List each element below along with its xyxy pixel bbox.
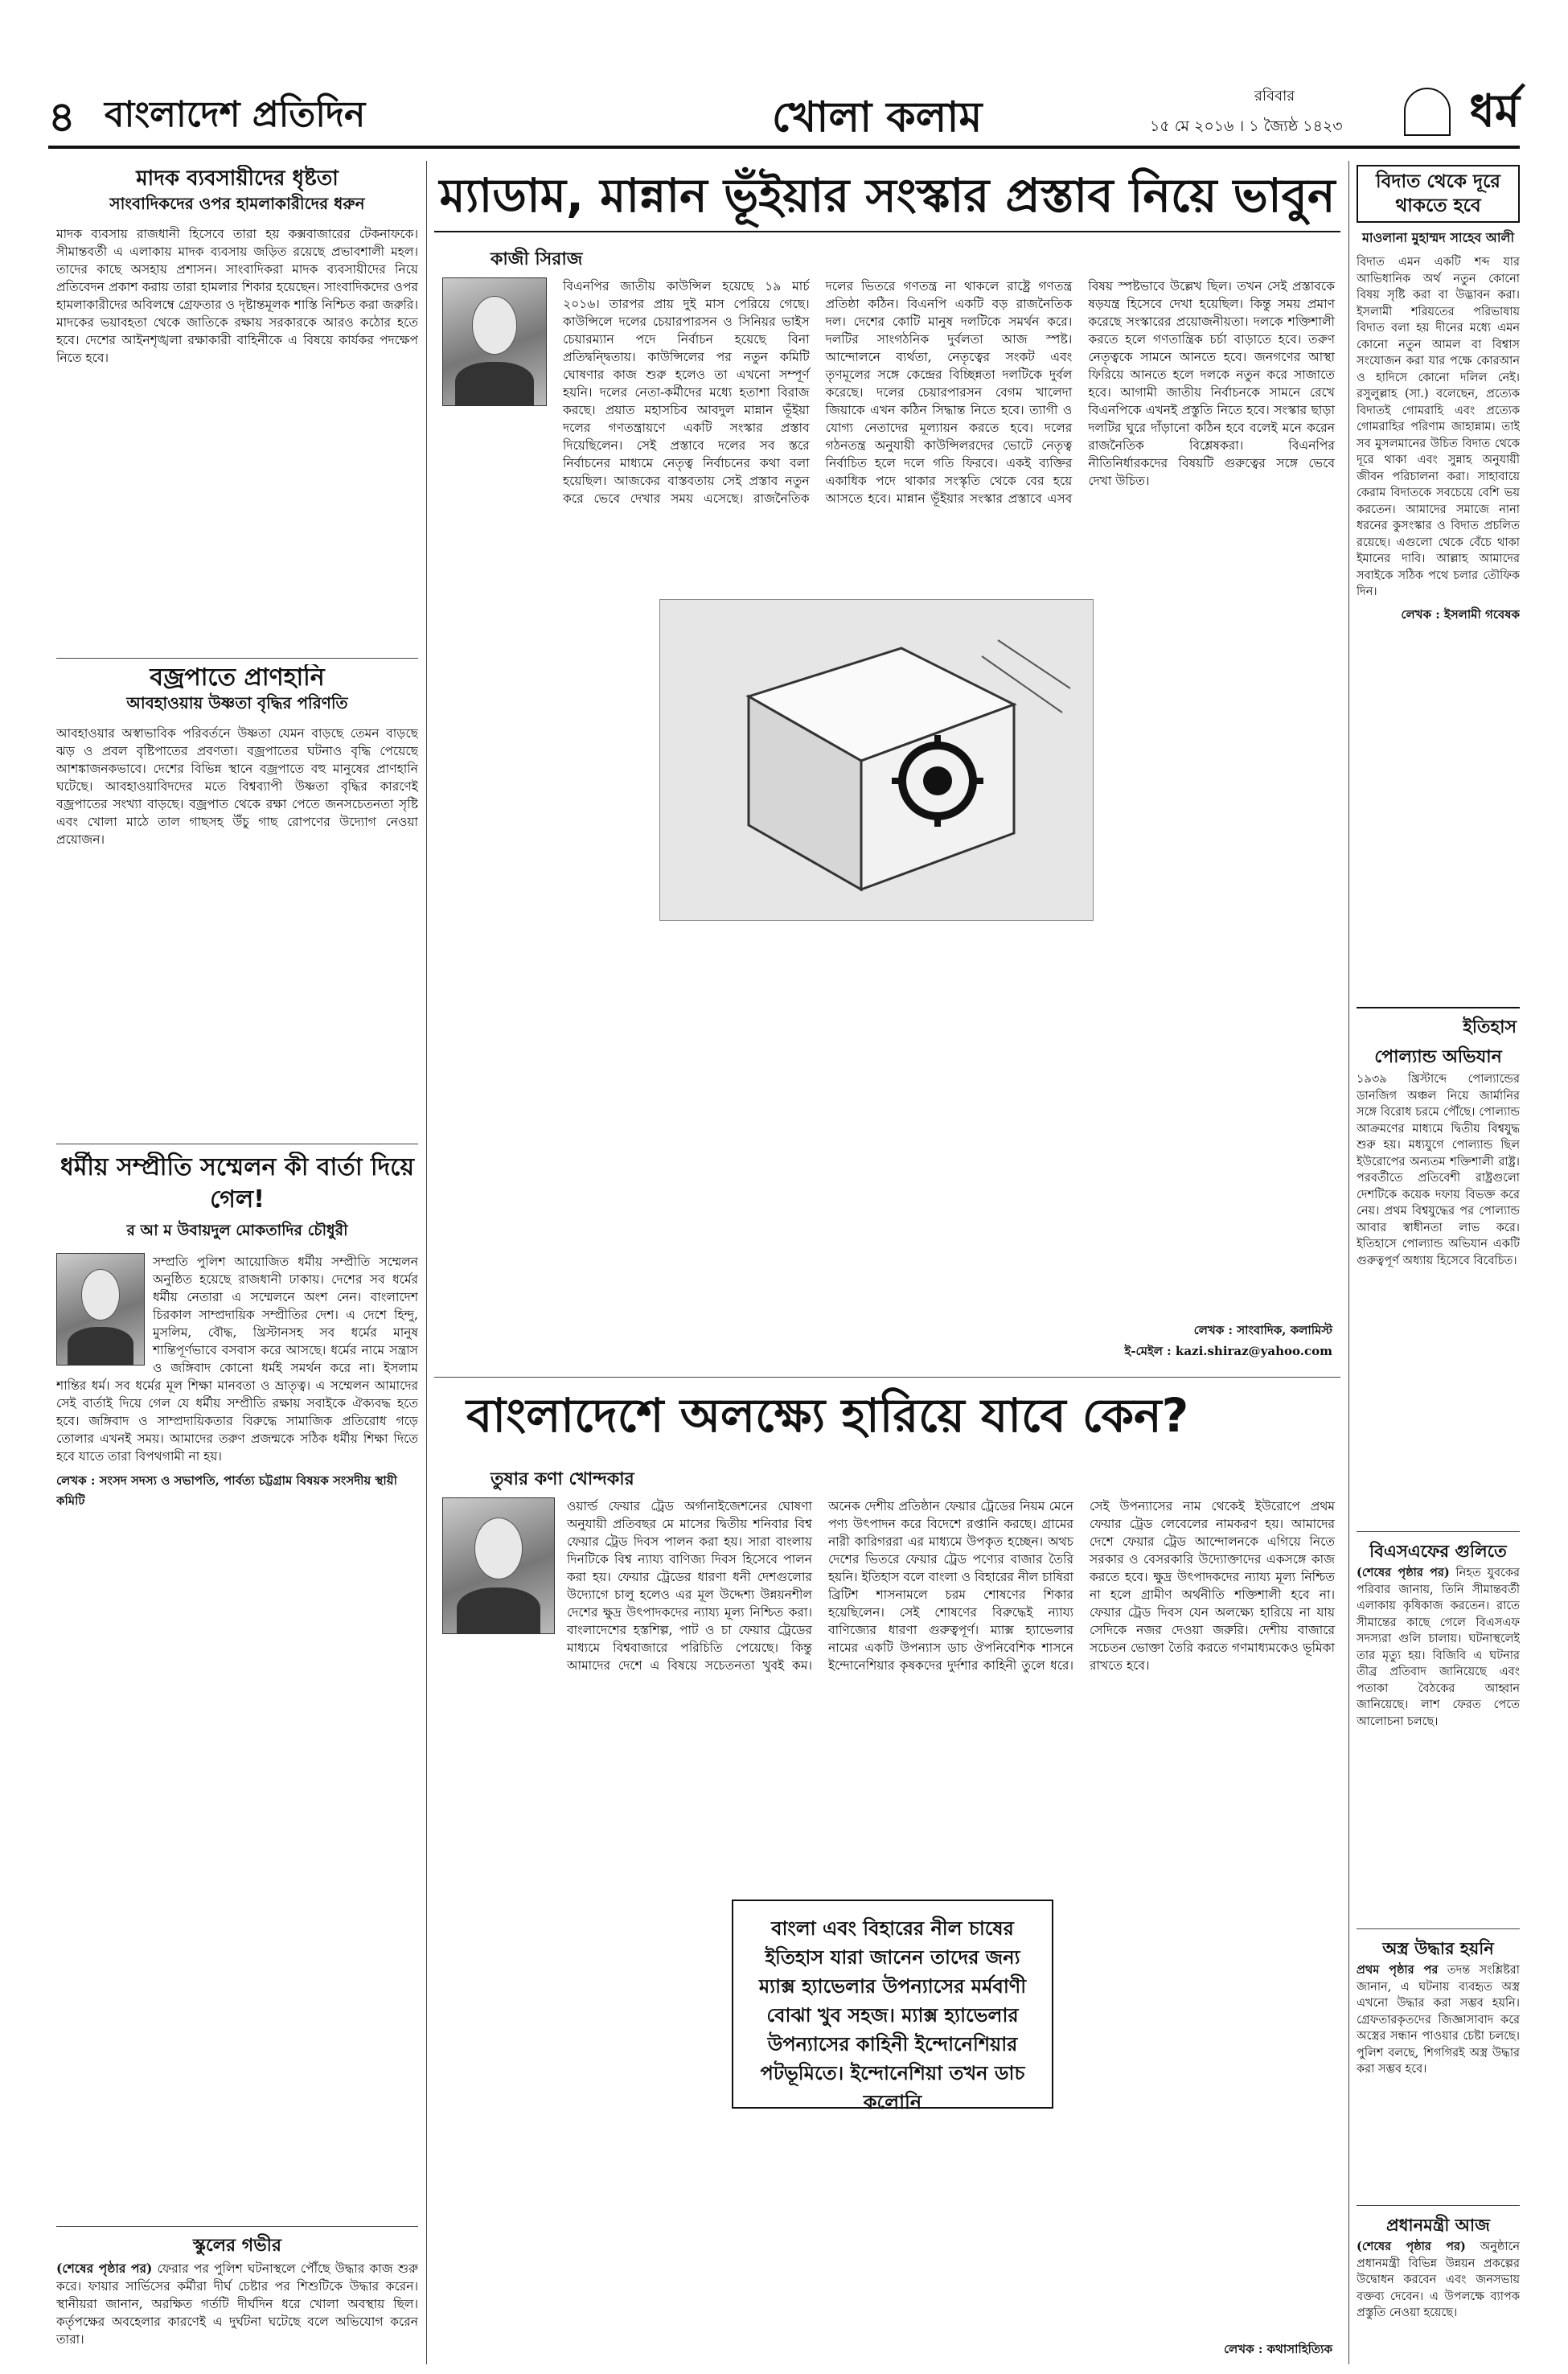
right-section-title: ধর্ম [1469,85,1520,138]
article-school-lead: (শেষের পৃষ্ঠার পর) [56,2261,153,2276]
masthead [48,76,1520,149]
itihas-bar [1357,1007,1520,1039]
newspaper-name: বাংলাদেশ প্রতিদিন [105,94,366,135]
column-divider [426,161,427,2364]
article-pm-lead: (শেষের পৃষ্ঠার পর) [1357,2240,1466,2253]
second-article-body: ওয়ার্ল্ড ফেয়ার ট্রেড অর্গানাইজেশনের ঘোষণা অনুযায়ী প্রতিবছর মে মাসের দ্বিতীয় শনিবার বিশ্ব ফেয়ার ট্রেড দিবস পালন করা হয়। সারা বাংলায় দিনটিকে বিশ্ব ন্যায্য বাণিজ্য দিবস হিসেবে পালন করা হয়। ফেয়ার ট্রেডের ধারণা ধনী দেশগুলোর উদ্যোগে চালু হলেও এর মূল উদ্দেশ্য উন্নয়নশীল দেশের ক্ষুদ্র উৎপাদকদের ন্যায্য মূল্য নিশ্চিত করা। বাংলাদেশের হস্তশিল্প, পাট ও চা ফেয়ার ট্রেডের মাধ্যমে বিশ্ববাজারে পরিচিতি পেয়েছে। কিন্তু আমাদের দেশে এ বিষয়ে সচেতনতা খুবই কম। অনেক দেশীয় প্রতিষ্ঠান ফেয়ার ট্রেডের নিয়ম মেনে পণ্য উৎপাদন করে বিদেশে রপ্তানি করছে। গ্রামের নারী কারিগররা এর মাধ্যমে উপকৃত হচ্ছেন। অথচ দেশের ভিতরে ফেয়ার ট্রেড পণ্যের বাজার তৈরি হয়নি। ইতিহাস বলে বাংলা ও বিহারের নীল চাষিরা ব্রিটিশ শাসনামলে চরম শোষণের শিকার হয়েছিলেন। সেই শোষণের বিরুদ্ধেই ন্যায্য বাণিজ্যের ধারণা গুরুত্বপূর্ণ। ম্যাক্স হ্যাভেলার নামের একটি উপন্যাস ডাচ ঔপনিবেশিক শাসনে ইন্দোনেশিয়ার কৃষকদের দুর্দশার কাহিনী তুলে ধরে। সেই উপন্যাসের নাম থেকেই ইউরোপে প্রথম ফেয়ার ট্রেড লেবেলের নামকরণ হয়। আমাদের দেশে ফেয়ার ট্রেড আন্দোলনকে এগিয়ে নিতে সরকার ও বেসরকারি উদ্যোক্তাদের একসঙ্গে কাজ করতে হবে। ক্ষুদ্র উৎপাদকদের ন্যায্য মূল্য নিশ্চিত না হলে গ্রামীণ অর্থনীতি শক্তিশালী হবে না। ফেয়ার ট্রেড দিবস যেন অলক্ষ্যে হারিয়ে না যায় সেদিকে নজর দেওয়া জরুরি। দেশীয় বাজারে সচেতন ভোক্তা তৈরি করতে গণমাধ্যমকেও ভূমিকা রাখতে হবে। [567,1499,1335,1673]
divider [1357,1928,1520,1929]
divider [1357,2205,1520,2206]
article-bidat-title: বিদাত থেকে দূরে থাকতে হবে [1357,165,1520,223]
article-sampriti-writer: লেখক : সংসদ সদস্য ও সভাপতি, পার্বত্য চট্টগ্রাম বিষয়ক সংসদীয় স্থায়ী কমিটি [56,1473,397,1508]
main-article-byline: কাজী সিরাজ [491,248,583,269]
article-sampriti-title: ধর্মীয় সম্প্রীতি সম্মেলন কী বার্তা দিয়ে গেল! [60,1153,415,1214]
editorial-2-body: আবহাওয়ার অস্বাভাবিক পরিবর্তনে উষ্ণতা যেমন বাড়ছে তেমন বাড়ছে ঝড় ও প্রবল বৃষ্টিপাতের প্রবণতা। বজ্রপাতের ঘটনাও বৃদ্ধি পেয়েছে আশঙ্কাজনকভাবে। দেশের বিভিন্ন স্থানে বজ্রপাতে বহু মানুষের প্রাণহানি ঘটেছে। আবহাওয়াবিদদের মতে বিশ্বব্যাপী উষ্ণতা বৃদ্ধির কারণেই বজ্রপাতের সংখ্যা বাড়ছে। বজ্রপাত থেকে রক্ষা পেতে জনসচেতনতা সৃষ্টি এবং খোলা মাঠে তাল গাছসহ উঁচু গাছ রোপণের উদ্যোগ নেওয়া প্রয়োজন। [56,726,418,847]
second-article-byline: তুষার কণা খোন্দকার [491,1468,634,1489]
editorial-1 [56,165,418,655]
article-bsf [1357,1538,1520,1924]
second-article [434,1385,1340,2366]
page-number: ৪ [48,92,76,142]
editorial-1-body: মাদক ব্যবসায় রাজধানী হিসেবে তারা হয় কক্সবাজারের টেকনাফকে। সীমান্তবর্তী এ এলাকায় মাদক ব্যবসায় জড়িত রয়েছে প্রভাবশালী মহল। তাদের কাছে অসহায় প্রশাসন। সাংবাদিকরা মাদক ব্যবসায়ীদের নিয়ে প্রতিবেদন প্রকাশ করায় তারা হামলার শিকার হয়েছেন। সাংবাদিকদের ওপর হামলাকারীদের অবিলম্বে গ্রেফতার ও দৃষ্টান্তমূলক শাস্তি নিশ্চিত করা জরুরি। মাদকের ভয়াবহতা থেকে জাতিকে রক্ষায় সরকারকে আরও কঠোর হতে হবে। দেশের আইনশৃঙ্খলা রক্ষাকারী বাহিনীকে এ বিষয়ে কার্যকর পদক্ষেপ নিতে হবে। [56,227,418,365]
editorial-2 [56,664,418,1140]
main-article-writer: লেখক : সাংবাদিক, কলামিস্ট [1193,1323,1332,1337]
author-photo [442,277,547,406]
article-school-body: ফেরার পর পুলিশ ঘটনাস্থলে পৌঁছে উদ্ধার কাজ শুরু করে। ফায়ার সার্ভিসের কর্মীরা দীর্ঘ চেষ্টার পর শিশুটিকে উদ্ধার করেন। স্থানীয়রা জানান, অরক্ষিত গর্তটি দীর্ঘদিন ধরে খোলা অবস্থায় ছিল। কর্তৃপক্ষের অবহেলার কারণেই এ দুর্ঘটনা ঘটেছে বলে অভিযোগ করেন তারা। [56,2261,418,2347]
article-pm-title: প্রধানমন্ত্রী আজ [1386,2216,1490,2235]
article-bsf-title: বিএসএফের গুলিতে [1369,1542,1507,1561]
column-divider [1348,161,1349,2364]
divider [56,658,418,659]
masthead-day: রবিবার [1254,88,1295,105]
main-article [434,165,1340,1371]
mosque-icon [1404,88,1451,136]
article-bidat-body: বিদাত এমন একটি শব্দ যার আভিধানিক অর্থ নতুন কোনো বিষয় সৃষ্টি করা বা উদ্ভাবন করা। ইসলামী শরিয়তের পরিভাষায় বিদাত বলা হয় দীনের মধ্যে এমন কোনো নতুন আমল বা বিশ্বাস সংযোজন করা যার পক্ষে কোরআন ও হাদিসে কোনো দলিল নেই। রসুলুল্লাহ (সা.) বলেছেন, প্রত্যেক বিদাতই গোমরাহি এবং প্রত্যেক গোমরাহির পরিণাম জাহান্নাম। তাই সব মুসলমানের উচিত বিদাত থেকে দূরে থাকা এবং সুন্নাহ অনুযায়ী জীবন পরিচালনা করা। সাহাবায়ে কেরাম বিদাতকে সবচেয়ে বেশি ভয় করতেন। আমাদের সমাজে নানা ধরনের কুসংস্কার ও বিদাত প্রচলিত রয়েছে। এগুলো থেকে বেঁচে থাকা ইমানের দাবি। আল্লাহ আমাদের সবাইকে সঠিক পথে চলার তৌফিক দিন। [1357,256,1520,598]
article-weapon-lead: প্রথম পৃষ্ঠার পর [1357,1963,1439,1977]
article-school-title: স্কুলের গভীর [192,2236,282,2256]
second-article-title: বাংলাদেশে অলক্ষ্যে হারিয়ে যাবে কেন? [466,1388,1189,1443]
article-bidat-byline: মাওলানা মুহাম্মদ সাহেব আলী [1361,230,1515,245]
main-article-email: ই-মেইল : kazi.shiraz@yahoo.com [1124,1344,1332,1358]
article-bsf-lead: (শেষের পৃষ্ঠার পর) [1357,1566,1450,1579]
article-sampriti-byline: র আ ম উবায়দুল মোকতাদির চৌধুরী [126,1222,348,1239]
main-article-title: ম্যাডাম, মান্নান ভূঁইয়ার সংস্কার প্রস্তাব নিয়ে ভাবুন [434,165,1340,232]
author-photo [56,1253,145,1366]
article-poland-title: পোল্যান্ড অভিযান [1374,1047,1502,1067]
second-article-writer: লেখক : কথাসাহিত্যিক [1224,2342,1332,2356]
article-poland [1357,1044,1520,1526]
masthead-date: ১৫ মে ২০১৬ । ১ জ্যৈষ্ঠ ১৪২৩ [1150,117,1343,135]
section-title: খোলা কলাম [772,93,983,142]
editorial-2-subtitle: আবহাওয়ায় উষ্ণতা বৃদ্ধির পরিণতি [126,693,348,713]
editorial-1-title: মাদক ব্যবসায়ীদের ধৃষ্টতা [136,166,339,191]
article-bsf-body: নিহত যুবকের পরিবার জানায়, তিনি সীমান্তবর্তী এলাকায় কৃষিকাজ করতেন। রাতে সীমান্তের কাছে গেলে বিএসএফ সদস্যরা গুলি চালায়। ঘটনাস্থলেই তার মৃত্যু হয়। বিজিবি এ ঘটনার তীব্র প্রতিবাদ জানিয়েছে এবং পতাকা বৈঠকের আহ্বান জানিয়েছে। লাশ ফেরত পেতে আলোচনা চলছে। [1357,1567,1520,1728]
article-poland-body: ১৯৩৯ খ্রিস্টাব্দে পোল্যান্ডের ডানজিগ অঞ্চল নিয়ে জার্মানির সঙ্গে বিরোধ চরমে পৌঁছে। পোল্যান্ড আক্রমণের মাধ্যমে দ্বিতীয় বিশ্বযুদ্ধ শুরু হয়। মধ্যযুগে পোল্যান্ড ছিল ইউরোপের অন্যতম শক্তিশালী রাষ্ট্র। পরবর্তীতে প্রতিবেশী রাষ্ট্রগুলো দেশটিকে কয়েক দফায় বিভক্ত করে নেয়। প্রথম বিশ্বযুদ্ধের পর পোল্যান্ড আবার স্বাধীনতা লাভ করে। ইতিহাসে পোল্যান্ড অভিযান একটি গুরুত্বপূর্ণ অধ্যায় হিসেবে বিবেচিত। [1357,1073,1520,1267]
pull-quote: বাংলা এবং বিহারের নীল চাষের ইতিহাস যারা জানেন তাদের জন্য ম্যাক্স হ্যাভেলার উপন্যাসের মর্মবাণী বোঝা খুব সহজ। ম্যাক্স হ্যাভেলার উপন্যাসের কাহিনী ইন্দোনেশিয়ার পটভূমিতে। ইন্দোনেশিয়া তখন ডাচ কলোনি [732,1900,1053,2109]
article-school [56,2232,418,2361]
article-weapon [1357,1935,1520,2200]
article-pm-body: অনুষ্ঠানে প্রধানমন্ত্রী বিভিন্ন উন্নয়ন প্রকল্পের উদ্বোধন করবেন এবং জনসভায় বক্তব্য দেবেন। এ উপলক্ষে ব্যাপক প্রস্তুতি নেওয়া হয়েছে। [1357,2241,1520,2319]
article-weapon-body: তদন্ত সংশ্লিষ্টরা জানান, এ ঘটনায় ব্যবহৃত অস্ত্র এখনো উদ্ধার করা সম্ভব হয়নি। গ্রেফতারকৃতদের জিজ্ঞাসাবাদ করে অস্ত্রের সন্ধান পাওয়ার চেষ্টা চলছে। পুলিশ বলছে, শিগগিরই অস্ত্র উদ্ধার করা সম্ভব হবে। [1357,1964,1520,2076]
article-sampriti [56,1152,418,2221]
editorial-2-title: বজ্রপাতে প্রাণহানি [150,664,325,692]
article-bidat [1357,165,1520,1001]
editorial-1-subtitle: সাংবাদিকদের ওপর হামলাকারীদের ধরুন [109,194,365,213]
article-weapon-title: অস্ত্র উদ্ধার হয়নি [1382,1939,1494,1958]
divider [1357,1531,1520,1532]
divider [434,1377,1340,1378]
article-sampriti-body: সম্প্রতি পুলিশ আয়োজিত ধর্মীয় সম্প্রীতি সম্মেলন অনুষ্ঠিত হয়েছে রাজধানী ঢাকায়। দেশের সব ধর্মের ধর্মীয় নেতারা এ সম্মেলনে অংশ নেন। বাংলাদেশ চিরকাল সাম্প্রদায়িক সম্প্রীতির দেশ। এ দেশে হিন্দু, মুসলিম, বৌদ্ধ, খ্রিস্টানসহ সব ধর্মের মানুষ শান্তিপূর্ণভাবে বসবাস করে আসছে। ধর্মের নামে সন্ত্রাস ও জঙ্গিবাদ কোনো ধর্মই সমর্থন করে না। ইসলাম শান্তির ধর্ম। সব ধর্মের মূল শিক্ষা মানবতা ও ভ্রাতৃত্ব। এ সম্মেলন আমাদের সেই বার্তাই দিয়ে গেল যে ধর্মীয় সম্প্রীতি রক্ষায় সবাইকে ঐক্যবদ্ধ হতে হবে। জঙ্গিবাদ ও সাম্প্রদায়িকতার বিরুদ্ধে সামাজিক প্রতিরোধ গড়ে তোলার এখনই সময়। আমাদের তরুণ প্রজন্মকে সঠিক ধর্মীয় শিক্ষা দিতে হবে যাতে তারা বিপথগামী না হয়। [56,1255,418,1464]
divider [56,2226,418,2227]
author-photo [442,1497,555,1634]
article-bidat-writer: লেখক : ইসলামী গবেষক [1401,606,1520,622]
itihas-label: ইতিহাস [1357,1007,1520,1039]
article-pm [1357,2212,1520,2364]
main-article-body: বিএনপির জাতীয় কাউন্সিল হয়েছে ১৯ মার্চ ২০১৬। তারপর প্রায় দুই মাস পেরিয়ে গেছে। কাউন্সিলে দলের চেয়ারপারসন ও সিনিয়র ভাইস চেয়ারম্যান পদে নির্বাচন হয়েছে বিনা প্রতিদ্বন্দ্বিতায়। কাউন্সিলের পর নতুন কমিটি ঘোষণার কাজ শুরু হলেও তা এখনো সম্পূর্ণ হয়নি। দলের নেতা-কর্মীদের মধ্যে হতাশা বিরাজ করছে। প্রয়াত মহাসচিব আবদুল মান্নান ভূঁইয়া দলের গণতন্ত্রায়ণে একটি সংস্কার প্রস্তাব দিয়েছিলেন। সেই প্রস্তাবে দলের সব স্তরে নির্বাচনের মাধ্যমে নেতৃত্ব নির্বাচনের কথা বলা হয়েছিল। আজকের বাস্তবতায় সেই প্রস্তাব নতুন করে ভেবে দেখার সময় এসেছে। রাজনৈতিক দলের ভিতরে গণতন্ত্র না থাকলে রাষ্ট্রে গণতন্ত্র প্রতিষ্ঠা কঠিন। বিএনপি একটি বড় রাজনৈতিক দল। দেশের কোটি মানুষ দলটিকে সমর্থন করে। দলটির সাংগঠনিক দুর্বলতা আজ স্পষ্ট। আন্দোলনে ব্যর্থতা, নেতৃত্বের সংকট এবং তৃণমূলের সঙ্গে কেন্দ্রের বিচ্ছিন্নতা দলটিকে দুর্বল করেছে। দলের চেয়ারপারসন বেগম খালেদা জিয়াকে এখন কঠিন সিদ্ধান্ত নিতে হবে। ত্যাগী ও যোগ্য নেতাদের মূল্যায়ন করতে হবে। দলের গঠনতন্ত্র অনুযায়ী কাউন্সিলরদের ভোটে নেতৃত্ব নির্বাচিত হলে দলে গতি ফিরবে। একই ব্যক্তির একাধিক পদে থাকার সংস্কৃতি থেকে বের হয়ে আসতে হবে। মান্নান ভূঁইয়ার সংস্কার প্রস্তাবে এসব বিষয় স্পষ্টভাবে উল্লেখ ছিল। তখন সেই প্রস্তাবকে ষড়যন্ত্র হিসেবে দেখা হয়েছিল। কিন্তু সময় প্রমাণ করেছে সংস্কারের প্রয়োজনীয়তা। দলকে শক্তিশালী করতে হলে গণতান্ত্রিক চর্চা বাড়াতে হবে। তরুণ নেতৃত্বকে সামনে আনতে হবে। জনগণের আস্থা ফিরিয়ে আনতে হলে দলকে নতুন করে সাজাতে হবে। আগামী জাতীয় নির্বাচনকে সামনে রেখে বিএনপিকে এখনই প্রস্তুতি নিতে হবে। সংস্কার ছাড়া দলটির ঘুরে দাঁড়ানো কঠিন হবে বলেই মনে করেন রাজনৈতিক বিশ্লেষকরা। বিএনপির নীতিনির্ধারকদের বিষয়টি গুরুত্বের সঙ্গে ভেবে দেখা উচিত। [563,279,1335,506]
